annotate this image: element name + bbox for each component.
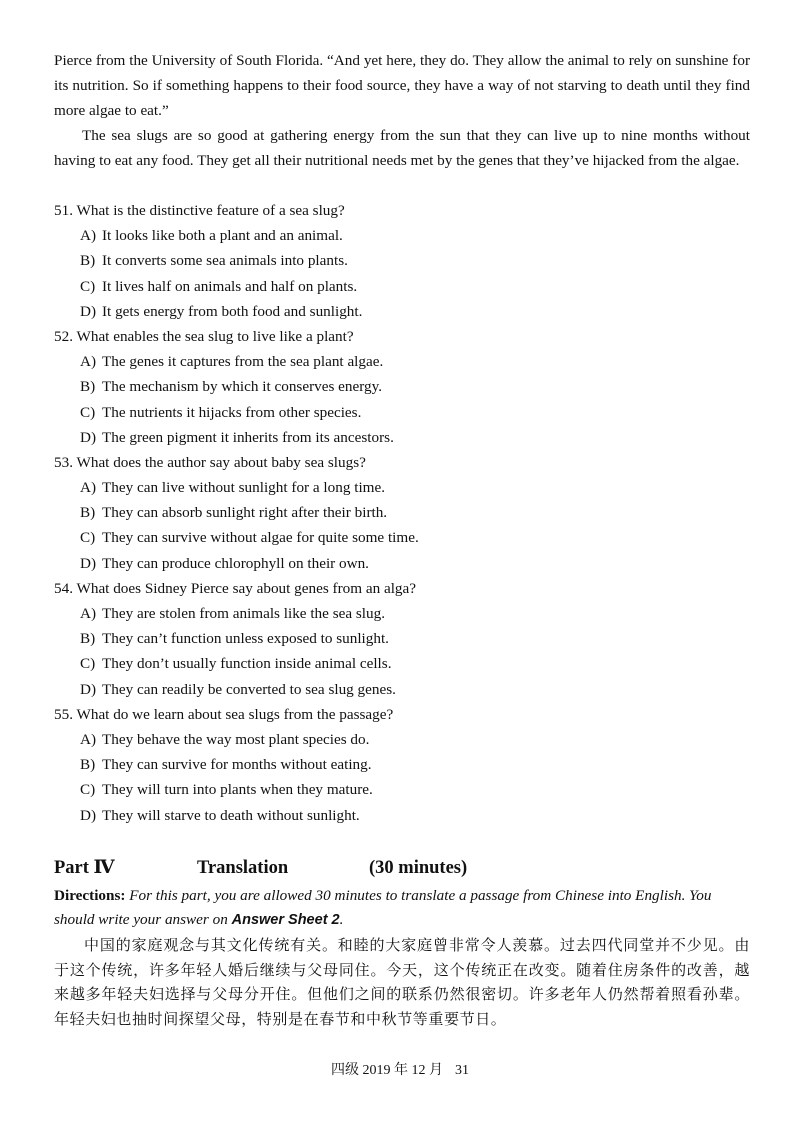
option-letter: A)	[80, 479, 97, 497]
question-51	[54, 198, 750, 324]
option-c	[80, 400, 750, 425]
option-letter: A)	[80, 730, 97, 748]
option-text: It gets energy from both food and sunlight.	[102, 302, 363, 320]
option-text: The green pigment it inherits from its ancestors.	[102, 428, 394, 446]
option-text: They will starve to death without sunlight.	[102, 806, 360, 824]
option-text: It lives half on animals and half on plants.	[102, 277, 358, 295]
question-stem	[54, 576, 750, 601]
option-letter: C)	[80, 277, 96, 295]
question-text: What enables the sea slug to live like a plant?	[76, 327, 354, 345]
exam-session: 四级 2019 年 12 月	[331, 1063, 443, 1078]
option-text: They can survive without algae for quite some time.	[102, 529, 419, 547]
option-b	[80, 374, 750, 399]
option-letter: B)	[80, 756, 96, 774]
option-text: They behave the way most plant species do.	[102, 730, 370, 748]
option-d	[80, 677, 750, 702]
option-letter: C)	[80, 655, 96, 673]
option-text: The mechanism by which it conserves energy.	[102, 378, 383, 396]
option-a	[80, 349, 750, 374]
question-number: 55.	[54, 705, 73, 723]
translation-passage: 中国的家庭观念与其文化传统有关。和睦的大家庭曾非常令人羡慕。过去四代同堂并不少见。由于这个传统，许多年轻人婚后继续与父母同住。今天，这个传统正在改变。随着住房条件的改善，越来越多年轻夫妇选择与父母分开住。但他们之间的联系仍然很密切。许多老年人仍然帮着照看孙辈。年轻夫妇也抽时间探望父母，特别是在春节和中秋节等重要节日。	[54, 936, 750, 1028]
option-letter: D)	[80, 806, 97, 824]
question-stem	[54, 198, 750, 223]
option-letter: C)	[80, 781, 96, 799]
question-stem	[54, 450, 750, 475]
option-text: It looks like both a plant and an animal.	[102, 227, 343, 245]
option-text: They will turn into plants when they mature.	[102, 781, 373, 799]
question-number: 53.	[54, 453, 73, 471]
option-list	[54, 727, 750, 828]
option-text: They can absorb sunlight right after their birth.	[102, 504, 388, 522]
option-c	[80, 651, 750, 676]
question-number: 52.	[54, 327, 73, 345]
option-text: They can readily be converted to sea slug genes.	[102, 680, 396, 698]
option-d	[80, 551, 750, 576]
option-text: The genes it captures from the sea plant algae.	[102, 353, 384, 371]
question-text: What do we learn about sea slugs from the passage?	[76, 705, 394, 723]
option-letter: A)	[80, 227, 97, 245]
option-letter: C)	[80, 403, 96, 421]
option-text: They can’t function unless exposed to sunlight.	[102, 630, 389, 648]
question-52	[54, 324, 750, 450]
question-53	[54, 450, 750, 576]
option-a	[80, 223, 750, 248]
directions-text: For this part, you are allowed 30 minutes to translate a passage from Chinese into English. You should write your answer on	[54, 887, 712, 928]
part-label: Part Ⅳ	[54, 858, 115, 878]
option-letter: A)	[80, 605, 97, 622]
option-list	[54, 223, 750, 324]
passage-paragraph-1: Pierce from the University of South Florida. “And yet here, they do. They allow the animal to rely on sunshine for its nutrition. So if something happens to their food source, they have a way of not starving to death until they find more algae to eat.”	[54, 52, 750, 119]
part-title: Translation	[197, 858, 289, 878]
question-text: What does Sidney Pierce say about genes from an alga?	[76, 579, 417, 597]
option-letter: B)	[80, 378, 96, 396]
option-text: They can produce chlorophyll on their own.	[102, 554, 369, 572]
option-letter: C)	[80, 529, 96, 547]
option-c	[80, 525, 750, 550]
option-letter: D)	[80, 302, 97, 320]
option-letter: B)	[80, 630, 96, 648]
option-text: It converts some sea animals into plants.	[102, 252, 348, 270]
option-c	[80, 777, 750, 802]
option-letter: B)	[80, 504, 96, 522]
part-time: (30 minutes)	[369, 858, 468, 878]
option-text: They are stolen from animals like the sea slug.	[102, 605, 385, 622]
option-a	[80, 475, 750, 500]
option-b	[80, 626, 750, 651]
question-text: What does the author say about baby sea slugs?	[76, 453, 366, 471]
directions	[54, 884, 750, 932]
option-list	[54, 349, 750, 450]
passage-paragraph-2: The sea slugs are so good at gathering energy from the sun that they can live up to nine months without having to eat any food. They get all their nutritional needs met by the genes that they’ve hijacked from the algae.	[54, 127, 750, 169]
option-letter: B)	[80, 252, 96, 270]
option-letter: D)	[80, 554, 97, 572]
option-text: They can survive for months without eating.	[102, 756, 372, 774]
option-b	[80, 248, 750, 273]
option-c	[80, 274, 750, 299]
option-b	[80, 752, 750, 777]
option-b	[80, 500, 750, 525]
directions-label: Directions:	[54, 887, 126, 904]
answer-sheet-reference: Answer Sheet 2	[231, 912, 340, 928]
page-footer	[0, 1061, 800, 1081]
question-list	[54, 198, 750, 828]
option-d	[80, 425, 750, 450]
option-letter: D)	[80, 428, 97, 446]
option-list	[54, 601, 750, 702]
option-list	[54, 475, 750, 576]
option-text: They don’t usually function inside animal cells.	[102, 655, 392, 673]
option-text: They can live without sunlight for a long time.	[102, 479, 386, 497]
directions-end: .	[339, 911, 344, 928]
question-55	[54, 702, 750, 828]
option-text: The nutrients it hijacks from other species.	[102, 403, 362, 421]
option-d	[80, 803, 750, 828]
option-a	[80, 601, 750, 626]
page-number: 31	[455, 1063, 469, 1078]
option-letter: D)	[80, 680, 97, 698]
question-number: 51.	[54, 202, 73, 219]
option-d	[80, 299, 750, 324]
question-text: What is the distinctive feature of a sea slug?	[76, 202, 345, 219]
option-a	[80, 727, 750, 752]
question-number: 54.	[54, 579, 73, 597]
question-54	[54, 576, 750, 702]
question-stem	[54, 324, 750, 349]
part-heading	[54, 855, 750, 881]
option-letter: A)	[80, 353, 97, 371]
question-stem	[54, 702, 750, 727]
